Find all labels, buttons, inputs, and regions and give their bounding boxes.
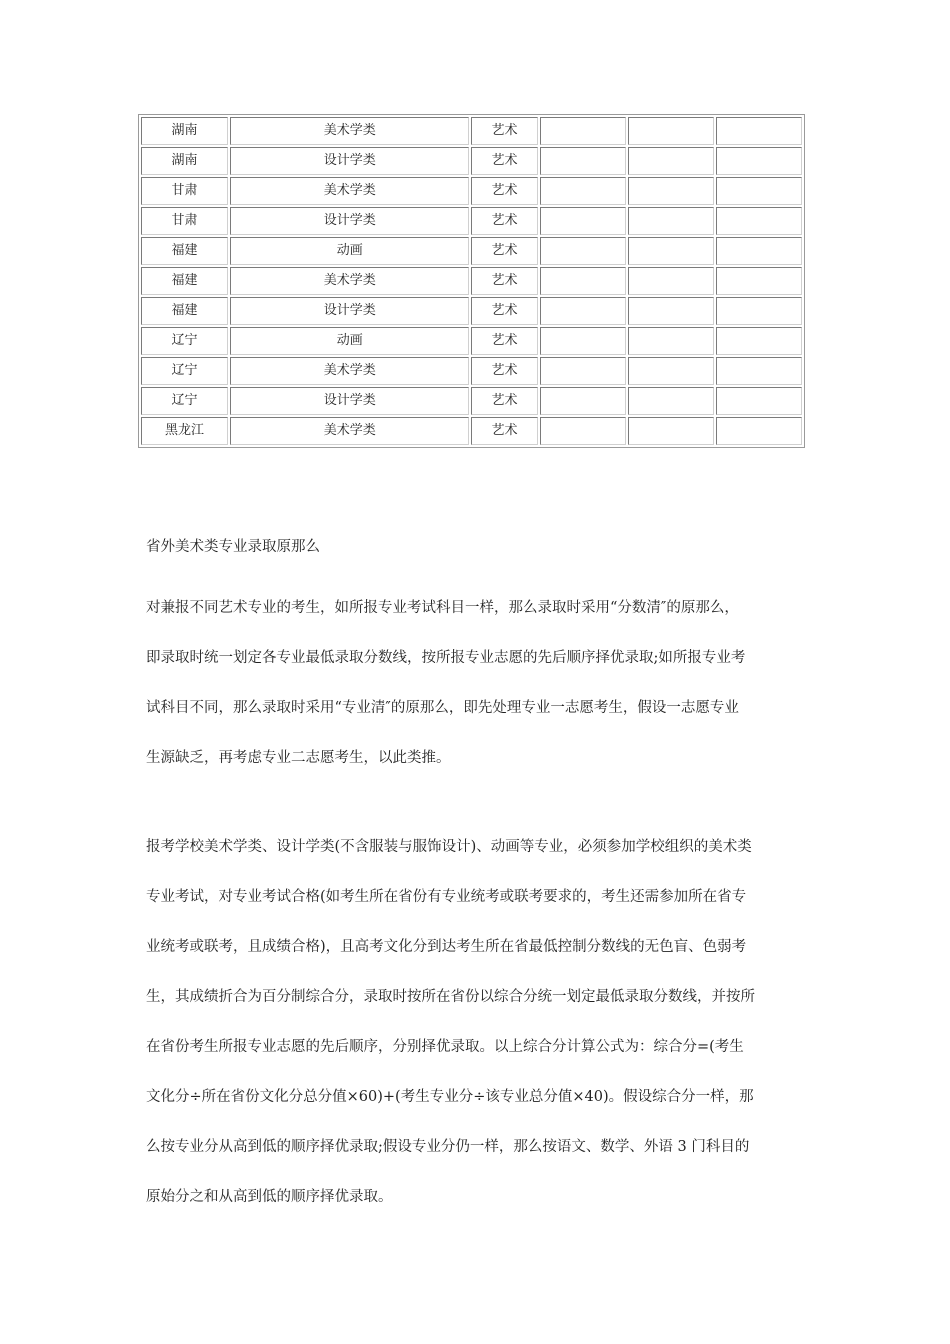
paragraph-line: 对兼报不同艺术专业的考生，如所报专业考试科目一样，那么录取时采用“分数清″的原那么，	[146, 600, 739, 616]
table-row	[141, 267, 802, 295]
paragraph-line: 文化分÷所在省份文化分总分值×60)+(考生专业分÷该专业总分值×40)。假设综合分一样，那	[146, 1089, 754, 1105]
empty-cell	[628, 267, 714, 295]
category-cell: 艺术	[471, 237, 537, 265]
empty-cell	[716, 327, 802, 355]
province-cell: 黑龙江	[141, 417, 228, 445]
category-cell: 艺术	[471, 357, 537, 385]
admission-table-body	[141, 117, 802, 445]
empty-cell	[540, 387, 626, 415]
paragraph-line: 业统考或联考，且成绩合格)，且高考文化分到达考生所在省最低控制分数线的无色盲、色弱考	[146, 939, 747, 955]
empty-cell	[628, 177, 714, 205]
empty-cell	[540, 177, 626, 205]
major-cell: 美术学类	[230, 117, 469, 145]
major-cell: 动画	[230, 237, 469, 265]
empty-cell	[628, 417, 714, 445]
empty-cell	[716, 267, 802, 295]
province-cell: 辽宁	[141, 387, 228, 415]
empty-cell	[628, 237, 714, 265]
major-cell: 美术学类	[230, 267, 469, 295]
empty-cell	[716, 117, 802, 145]
category-cell: 艺术	[471, 117, 537, 145]
province-cell: 甘肃	[141, 207, 228, 235]
empty-cell	[540, 327, 626, 355]
empty-cell	[716, 147, 802, 175]
province-cell: 福建	[141, 297, 228, 325]
empty-cell	[540, 147, 626, 175]
empty-cell	[716, 207, 802, 235]
empty-cell	[540, 207, 626, 235]
major-cell: 设计学类	[230, 207, 469, 235]
empty-cell	[540, 237, 626, 265]
section-heading: 省外美术类专业录取原那么	[146, 539, 320, 555]
paragraph-line: 原始分之和从高到低的顺序择优录取。	[146, 1189, 393, 1205]
paragraph-line: 在省份考生所报专业志愿的先后顺序，分别择优录取。以上综合分计算公式为：综合分=(考生	[146, 1039, 744, 1055]
table-row	[141, 237, 802, 265]
category-cell: 艺术	[471, 297, 537, 325]
admission-table	[138, 114, 805, 448]
paragraph-line: 么按专业分从高到低的顺序择优录取;假设专业分仍一样，那么按语文、数学、外语 3 门科目的	[146, 1139, 750, 1155]
empty-cell	[716, 387, 802, 415]
table-row	[141, 387, 802, 415]
empty-cell	[540, 357, 626, 385]
empty-cell	[716, 417, 802, 445]
table-row	[141, 207, 802, 235]
paragraph-line: 试科目不同，那么录取时采用“专业清″的原那么，即先处理专业一志愿考生，假设一志愿专业	[146, 700, 739, 716]
paragraph-line: 专业考试，对专业考试合格(如考生所在省份有专业统考或联考要求的，考生还需参加所在省专	[146, 889, 747, 905]
table-row	[141, 117, 802, 145]
table-row	[141, 327, 802, 355]
empty-cell	[628, 297, 714, 325]
province-cell: 福建	[141, 267, 228, 295]
table-row	[141, 147, 802, 175]
empty-cell	[716, 237, 802, 265]
province-cell: 湖南	[141, 147, 228, 175]
empty-cell	[716, 297, 802, 325]
empty-cell	[628, 357, 714, 385]
category-cell: 艺术	[471, 207, 537, 235]
paragraph-line: 即录取时统一划定各专业最低录取分数线，按所报专业志愿的先后顺序择优录取;如所报专业考	[146, 650, 746, 666]
table-row	[141, 177, 802, 205]
paragraph-line: 报考学校美术学类、设计学类(不含服装与服饰设计)、动画等专业，必须参加学校组织的美术类	[146, 839, 752, 855]
category-cell: 艺术	[471, 327, 537, 355]
major-cell: 动画	[230, 327, 469, 355]
major-cell: 美术学类	[230, 417, 469, 445]
paragraph-admission-rules	[146, 822, 808, 1222]
empty-cell	[716, 357, 802, 385]
table-row	[141, 357, 802, 385]
paragraph-major-policy	[146, 583, 808, 783]
province-cell: 福建	[141, 237, 228, 265]
empty-cell	[628, 117, 714, 145]
empty-cell	[540, 417, 626, 445]
province-cell: 湖南	[141, 117, 228, 145]
empty-cell	[540, 297, 626, 325]
empty-cell	[628, 207, 714, 235]
category-cell: 艺术	[471, 417, 537, 445]
empty-cell	[716, 177, 802, 205]
table-row	[141, 297, 802, 325]
category-cell: 艺术	[471, 147, 537, 175]
province-cell: 辽宁	[141, 357, 228, 385]
empty-cell	[540, 117, 626, 145]
paragraph-line: 生源缺乏，再考虑专业二志愿考生，以此类推。	[146, 750, 451, 766]
empty-cell	[628, 327, 714, 355]
major-cell: 设计学类	[230, 297, 469, 325]
major-cell: 设计学类	[230, 147, 469, 175]
empty-cell	[628, 147, 714, 175]
empty-cell	[628, 387, 714, 415]
major-cell: 设计学类	[230, 387, 469, 415]
empty-cell	[540, 267, 626, 295]
major-cell: 美术学类	[230, 357, 469, 385]
paragraph-line: 生，其成绩折合为百分制综合分，录取时按所在省份以综合分统一划定最低录取分数线，并按所	[146, 989, 755, 1005]
category-cell: 艺术	[471, 267, 537, 295]
province-cell: 辽宁	[141, 327, 228, 355]
table-row	[141, 417, 802, 445]
category-cell: 艺术	[471, 177, 537, 205]
province-cell: 甘肃	[141, 177, 228, 205]
major-cell: 美术学类	[230, 177, 469, 205]
category-cell: 艺术	[471, 387, 537, 415]
